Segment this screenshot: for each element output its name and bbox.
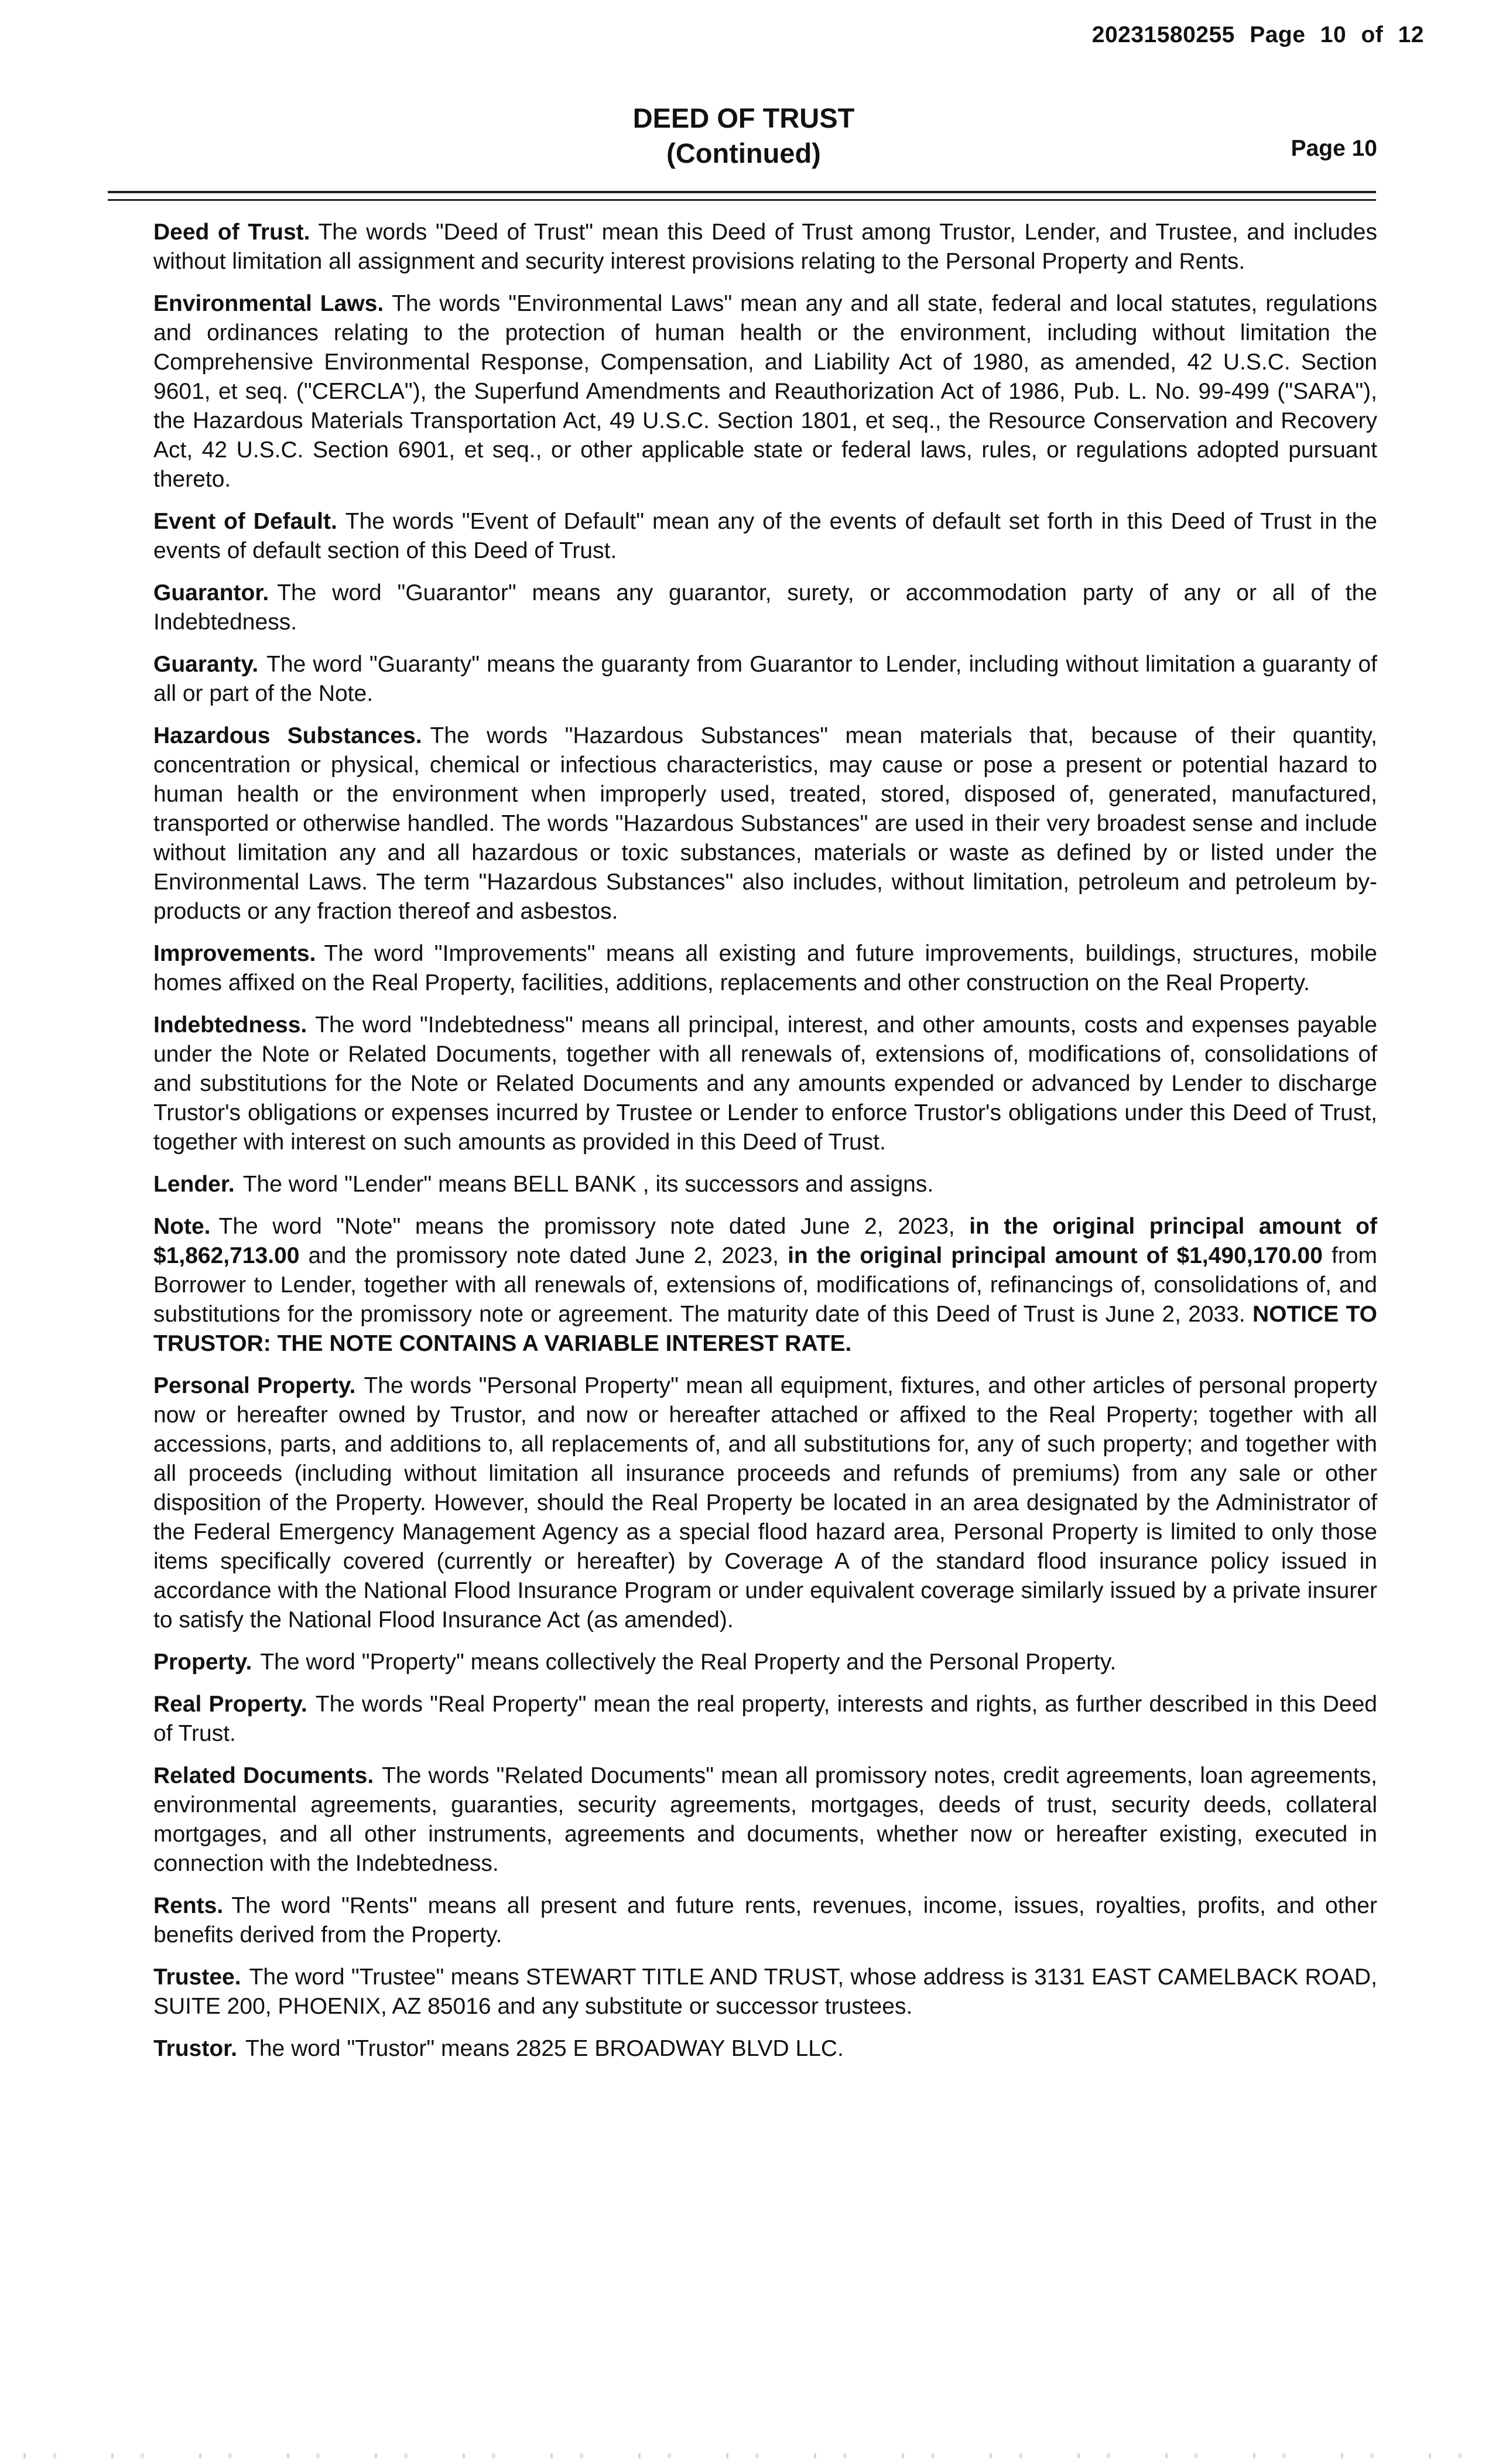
definition-term: Guaranty. [153, 652, 259, 677]
note-text-1: The word "Note" means the promissory note dated June 2, 2023, [218, 1214, 955, 1239]
definition-term: Improvements. [153, 941, 316, 966]
page-of-count: Page 10 of 12 [1250, 22, 1424, 47]
definition-text: The words "Deed of Trust" mean this Deed of Trust among Trustor, Lender, and Trustee, and includes without limitation all assignment and security interest provisions relating to the Personal Property and Rents. [153, 220, 1377, 274]
definition-term: Property. [153, 1649, 252, 1675]
definition-deed-of-trust [153, 218, 1377, 276]
definition-guarantor [153, 579, 1377, 637]
definition-guaranty [153, 650, 1377, 709]
definition-real-property [153, 1690, 1377, 1748]
document-title-block [0, 101, 1487, 171]
document-subtitle: (Continued) [666, 138, 821, 169]
definition-text: The word "Property" means collectively the Real Property and the Personal Property. [260, 1649, 1117, 1675]
definition-text: The words "Event of Default" mean any of the events of default set forth in this Deed of Trust in the events of default section of this Deed of Trust. [153, 509, 1377, 563]
definition-term: Indebtedness. [153, 1012, 307, 1038]
note-text-3: from Borrower to Lender, together with all renewals of, extensions of, modifications of, refinancings of, consolidations of, and substitutions for the promissory note or agreement. The maturity date of this Deed of Trust is June 2, 2033. [153, 1243, 1377, 1327]
definition-text: The word "Lender" means BELL BANK , its successors and assigns. [242, 1172, 934, 1197]
definition-text: The word "Guarantor" means any guarantor, surety, or accommodation party of any or all of the Indebtedness. [153, 580, 1377, 635]
definition-trustee [153, 1963, 1377, 2021]
definition-term: Note. [153, 1214, 211, 1239]
definition-text: The words "Related Documents" mean all promissory notes, credit agreements, loan agreements, environmental agreements, guaranties, security agreements, mortgages, deeds of trust, security deeds, collateral mortgages, and all other instruments, agreements and documents, whether now or hereafter existing, executed in connection with the Indebtedness. [153, 1763, 1377, 1876]
definition-term: Rents. [153, 1893, 224, 1918]
definition-term: Related Documents. [153, 1763, 374, 1788]
definition-term: Personal Property. [153, 1373, 356, 1398]
definition-indebtedness [153, 1011, 1377, 1157]
definition-term: Guarantor. [153, 580, 269, 605]
definition-text: The word "Improvements" means all existing and future improvements, buildings, structures, mobile homes affixed on the Real Property, facilities, additions, replacements and other construction on the Real Property. [153, 941, 1377, 995]
recording-header [1092, 22, 1424, 48]
definitions-section [153, 218, 1377, 2076]
definition-text: The words "Environmental Laws" mean any and all state, federal and local statutes, regulations and ordinances relating to the protection of human health or the environment, including without limitation the Comprehensive Environmental Response, Compensation, and Liability Act of 1980, as amended, 42 U.S.C. Section 9601, et seq. ("CERCLA"), the Superfund Amendments and Reauthorization Act of 1986, Pub. L. No. 99-499 ("SARA"), the Hazardous Materials Transportation Act, 49 U.S.C. Section 1801, et seq., the Resource Conservation and Recovery Act, 42 U.S.C. Section 6901, et seq., or other applicable state or federal laws, rules, or regulations adopted pursuant thereto. [153, 291, 1377, 492]
definition-hazardous-substances [153, 721, 1377, 926]
recording-number: 20231580255 [1091, 22, 1235, 47]
definition-lender [153, 1170, 1377, 1199]
definition-event-of-default [153, 507, 1377, 566]
definition-term: Environmental Laws. [153, 291, 384, 316]
note-text-2: and the promissory note dated June 2, 2023, [308, 1243, 779, 1268]
page-number-label: Page 10 [1291, 136, 1377, 161]
definition-text: The word "Rents" means all present and future rents, revenues, income, issues, royalties, profits, and other benefits derived from the Property. [153, 1893, 1377, 1948]
definition-property [153, 1648, 1377, 1677]
definition-term: Trustor. [153, 2036, 238, 2061]
document-title: DEED OF TRUST [632, 102, 855, 134]
definition-text: The word "Trustee" means STEWART TITLE AND TRUST, whose address is 3131 EAST CAMELBACK ROAD, SUITE 200, PHOENIX, AZ 85016 and any substitute or successor trustees. [153, 1965, 1377, 2019]
definition-text: The word "Indebtedness" means all principal, interest, and other amounts, costs and expenses payable under the Note or Related Documents, together with all renewals of, extensions of, modifications of, consolidations of and substitutions for the Note or Related Documents and any amounts expended or advanced by Lender to discharge Trustor's obligations or expenses incurred by Trustee or Lender to enforce Trustor's obligations under this Deed of Trust, together with interest on such amounts as provided in this Deed of Trust. [153, 1012, 1377, 1155]
note-variable-rate-notice: NOTICE TO TRUSTOR: THE NOTE CONTAINS A VARIABLE INTEREST RATE. [153, 1302, 1377, 1356]
definition-text: The words "Real Property" mean the real property, interests and rights, as further described in this Deed of Trust. [153, 1692, 1377, 1746]
header-rule-bottom [108, 199, 1376, 201]
definition-term: Lender. [153, 1172, 235, 1197]
definition-improvements [153, 939, 1377, 998]
definition-related-documents [153, 1761, 1377, 1878]
definition-term: Trustee. [153, 1965, 241, 1990]
note-principal-amount-2: in the original principal amount of $1,490,170.00 [788, 1243, 1323, 1268]
note-principal-amount-1: in the original principal amount of $1,862,713.00 [153, 1214, 1377, 1268]
scan-noise-strip [0, 2453, 1499, 2458]
definition-term: Hazardous Substances. [153, 723, 422, 748]
definition-text: The words "Personal Property" mean all equipment, fixtures, and other articles of personal property now or hereafter owned by Trustor, and now or hereafter attached or affixed to the Real Property; together with all accessions, parts, and additions to, all replacements of, and all substitutions for, any of such property; and together with all proceeds (including without limitation all insurance proceeds and refunds of premiums) from any sale or other disposition of the Property. However, should the Real Property be located in an area designated by the Administrator of the Federal Emergency Management Agency as a special flood hazard area, Personal Property is limited to only those items specifically covered (currently or hereafter) by Coverage A of the standard flood insurance policy issued in accordance with the National Flood Insurance Program or under equivalent coverage similarly issued by a private insurer to satisfy the National Flood Insurance Act (as amended). [153, 1373, 1377, 1633]
definition-term: Real Property. [153, 1692, 307, 1717]
definition-environmental-laws [153, 289, 1377, 494]
definition-text: The words "Hazardous Substances" mean materials that, because of their quantity, concentration or physical, chemical or infectious characteristics, may cause or pose a present or potential hazard to human health or the environment when improperly used, treated, stored, disposed of, generated, manufactured, transported or otherwise handled. The words "Hazardous Substances" are used in their very broadest sense and include without limitation any and all hazardous or toxic substances, materials or waste as defined by or listed under the Environmental Laws. The term "Hazardous Substances" also includes, without limitation, petroleum and petroleum by-products or any fraction thereof and asbestos. [153, 723, 1377, 924]
definition-trustor [153, 2034, 1377, 2063]
definition-term: Event of Default. [153, 509, 337, 534]
header-rule-top [108, 191, 1376, 193]
definition-rents [153, 1891, 1377, 1950]
definition-term: Deed of Trust. [153, 220, 310, 245]
definition-text: The word "Guaranty" means the guaranty from Guarantor to Lender, including without limitation a guaranty of all or part of the Note. [153, 652, 1377, 706]
definition-personal-property [153, 1371, 1377, 1635]
definition-text: The word "Trustor" means 2825 E BROADWAY BLVD LLC. [245, 2036, 844, 2061]
definition-note [153, 1212, 1377, 1358]
